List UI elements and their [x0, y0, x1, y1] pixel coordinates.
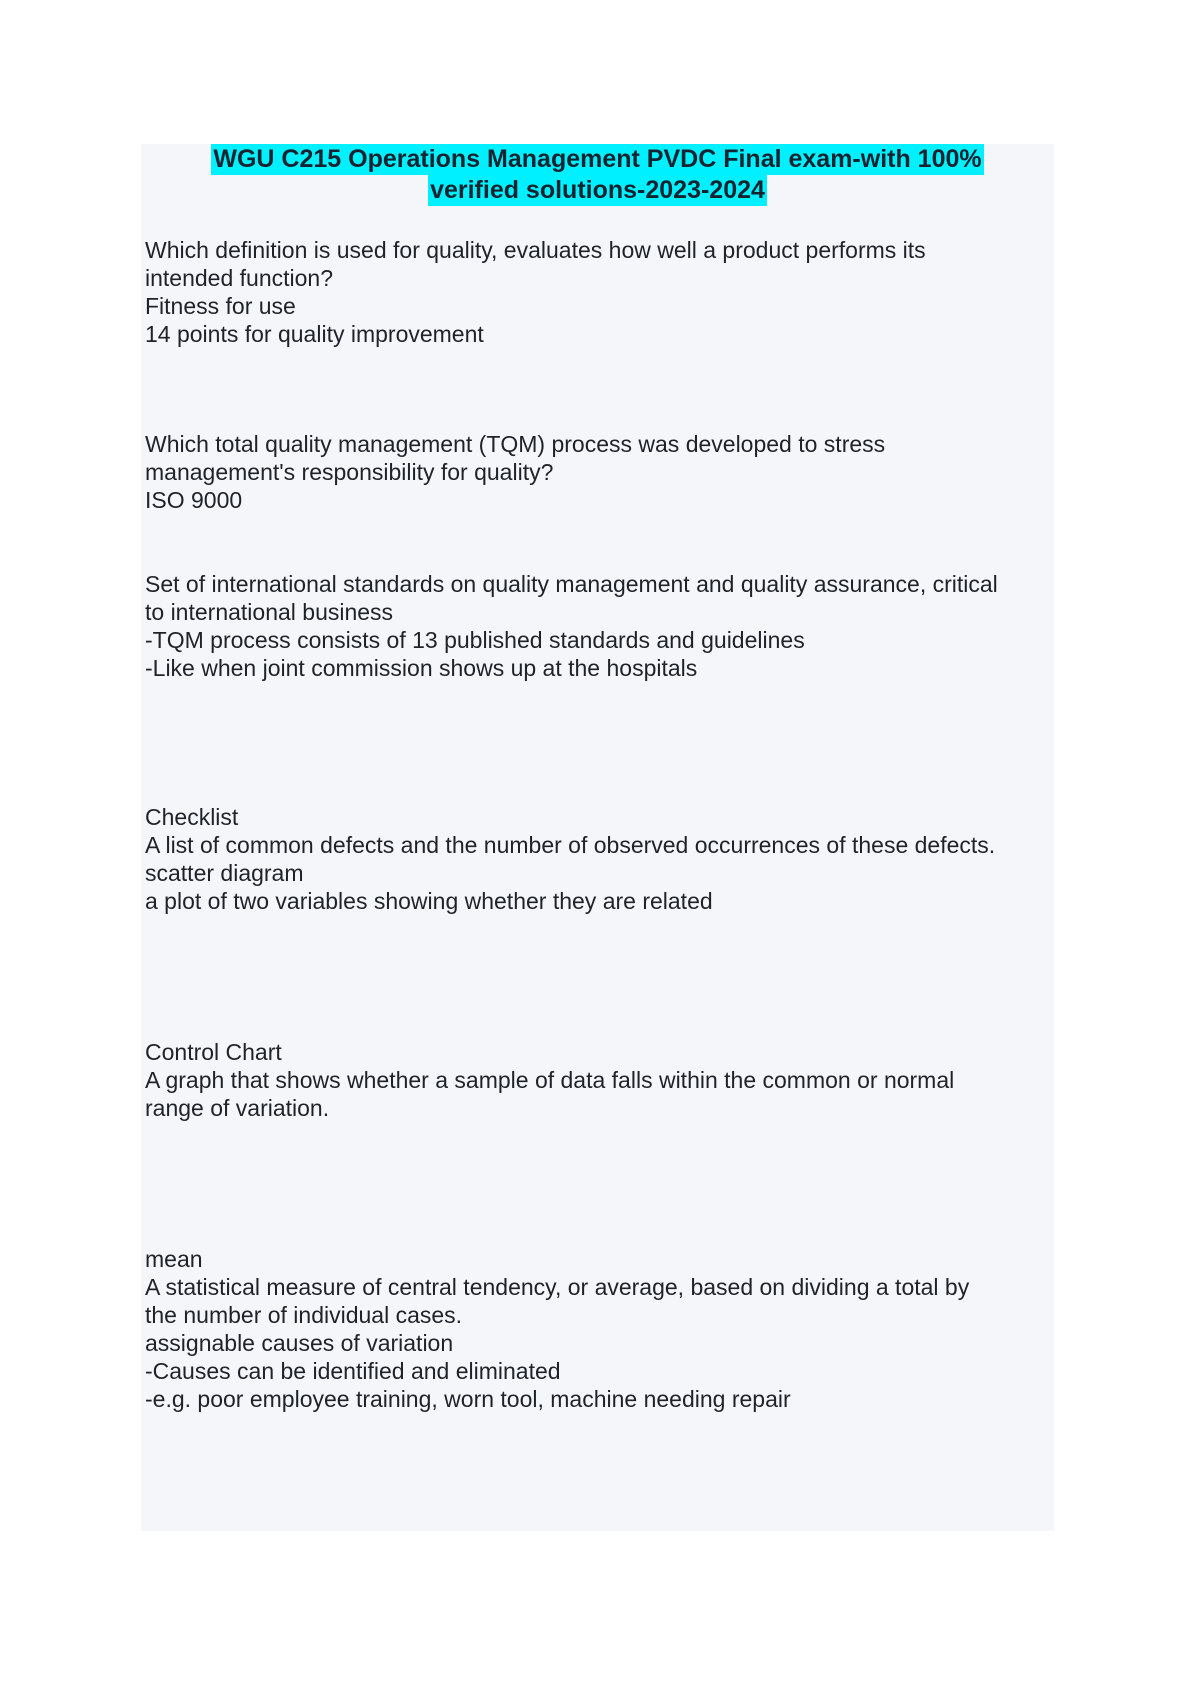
question-line: management's responsibility for quality? [145, 459, 554, 485]
definition-line: a plot of two variables showing whether they are related [145, 888, 713, 914]
definition-line: range of variation. [145, 1095, 330, 1121]
definition-line: the number of individual cases. [145, 1302, 463, 1328]
title-line-1: WGU C215 Operations Management PVDC Final exam-with 100% [213, 145, 982, 173]
question-line: Which definition is used for quality, evaluates how well a product performs its [145, 237, 926, 263]
definition-line: to international business [145, 599, 394, 625]
term-line: scatter diagram [145, 860, 304, 886]
definition-line: -Causes can be identified and eliminated [145, 1358, 561, 1384]
question-line: Which total quality management (TQM) process was developed to stress [145, 431, 886, 457]
definition-line: A graph that shows whether a sample of data falls within the common or normal [145, 1067, 955, 1093]
document-title [141, 144, 1054, 206]
definition-line: Set of international standards on quality management and quality assurance, critical [145, 571, 998, 597]
term-line: 14 points for quality improvement [145, 321, 484, 347]
answer-line: ISO 9000 [145, 487, 243, 513]
definition-line: A statistical measure of central tendency, or average, based on dividing a total by [145, 1274, 970, 1300]
definition-line: -Like when joint commission shows up at the hospitals [145, 655, 698, 681]
term-line: Checklist [145, 804, 239, 830]
title-line-2: verified solutions-2023-2024 [430, 176, 765, 204]
question-line: intended function? [145, 265, 333, 291]
answer-line: Fitness for use [145, 293, 296, 319]
term-line: assignable causes of variation [145, 1330, 454, 1356]
definition-line: -TQM process consists of 13 published standards and guidelines [145, 627, 805, 653]
term-line: mean [145, 1246, 203, 1272]
definition-line: A list of common defects and the number of observed occurrences of these defects. [145, 832, 996, 858]
definition-line: -e.g. poor employee training, worn tool, machine needing repair [145, 1386, 791, 1412]
term-line: Control Chart [145, 1039, 282, 1065]
